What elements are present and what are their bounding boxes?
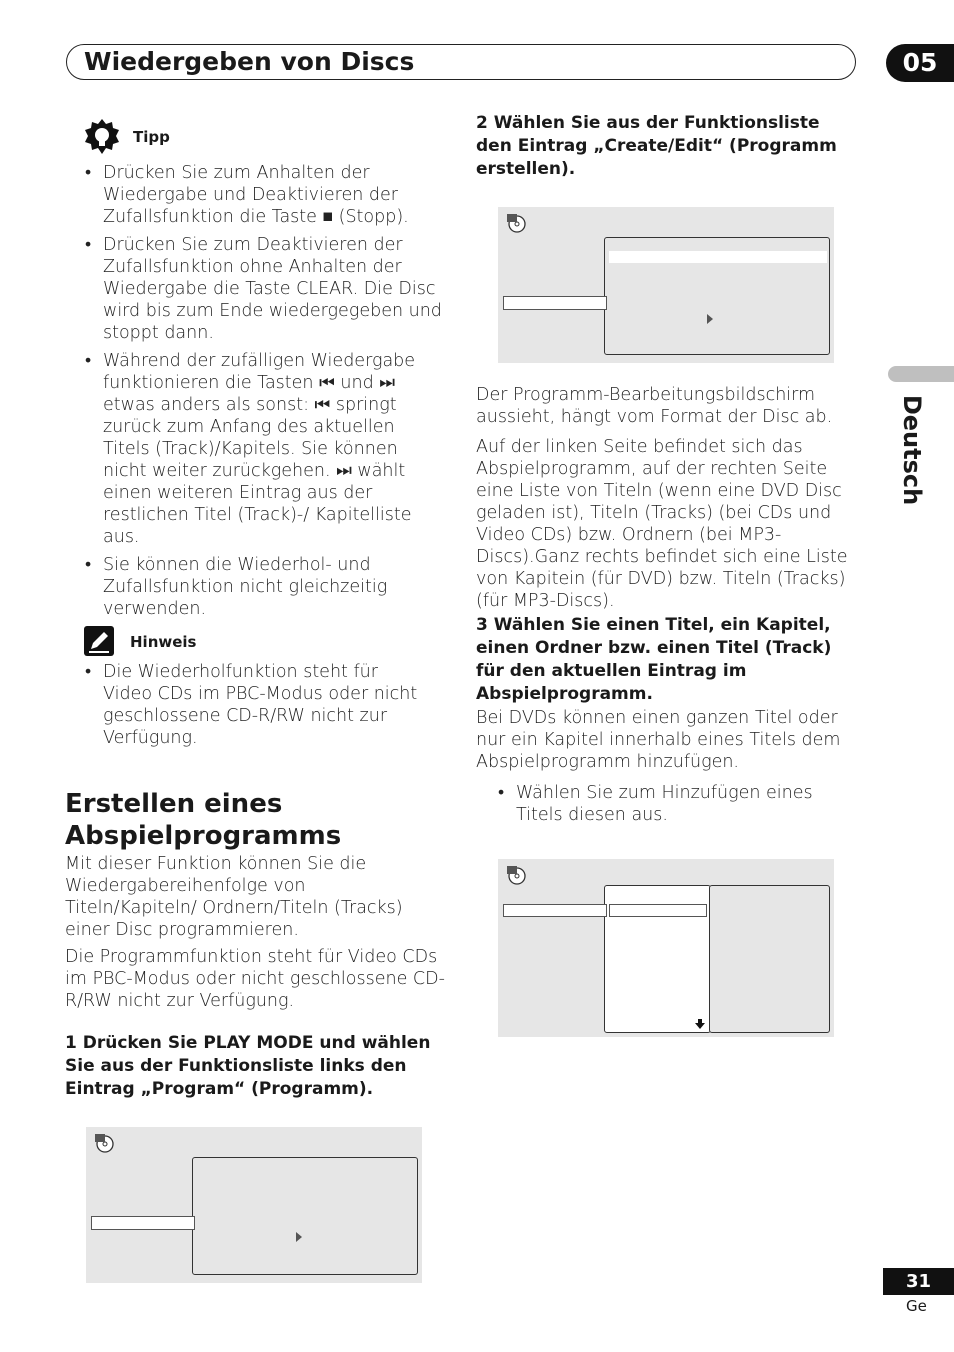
disc-icon (506, 865, 526, 885)
chapter-badge: 05 (886, 44, 954, 82)
menu-item-program[interactable] (91, 1216, 195, 1230)
tip-heading: Tipp (133, 128, 170, 146)
tip-bullet-2: • Drücken Sie zum Deaktivieren der Zufallsfunktion ohne Anhalten der Wiedergabe die Taste CLEAR. Die Disc wird bis zum Ende wiedergegeben und stoppt dann. (81, 234, 443, 344)
arrow-right-icon (706, 313, 714, 325)
language-tab (897, 394, 927, 506)
screen-program (86, 1127, 422, 1283)
screen-create-edit (498, 207, 834, 363)
disc-icon (94, 1133, 114, 1153)
note-list (81, 661, 426, 755)
menu-item-program[interactable] (503, 296, 607, 310)
page-title: Wiedergeben von Discs (84, 47, 415, 76)
right-para-3: Bei DVDs können einen ganzen Titel oder nur ein Kapitel innerhalb eines Titels dem Abspielprogramm hinzufügen. (476, 708, 841, 772)
tip-bullet-3: • Während der zufälligen Wiedergabe funktionieren die Tasten ⏮ und ⏭ etwas anders als sonst: ⏮ springt zurück zum Anfang des aktuellen Titels (Track)/Kapitels. Sie können nicht weiter zurückgehen. ⏭ wählt einen weiteren Eintrag aus der restlichen Titel (Track)-/ Kapitelliste aus. (81, 350, 443, 548)
arrow-right-icon (295, 1231, 303, 1243)
side-tab-marker (888, 366, 954, 382)
note-heading: Hinweis (130, 633, 197, 651)
right-list (494, 782, 856, 832)
step-3: 3 Wählen Sie einen Titel, ein Kapitel, einen Ordner bzw. einen Titel (Track) für den aktuellen Eintrag im Abspielprogramm. (476, 615, 832, 704)
note-icon (84, 626, 114, 660)
note-bullet-1: • Die Wiederholfunktion steht für Video CDs im PBC-Modus oder nicht geschlossene CD-R/RW nicht zur Verfügung. (81, 661, 426, 749)
step-1: 1 Drücken Sie PLAY MODE und wählen Sie aus der Funktionsliste links den Eintrag „Program“ (Programm). (65, 1033, 431, 1099)
step-2: 2 Wählen Sie aus der Funktionsliste den Eintrag „Create/Edit“ (Programm erstellen). (476, 113, 837, 179)
screen-select-title (498, 859, 834, 1037)
submenu-panel (192, 1157, 418, 1275)
page-number: 31 (883, 1268, 954, 1295)
right-bullet-1: • Wählen Sie zum Hinzufügen eines Titels diesen aus. (494, 782, 856, 826)
language-label: Deutsch (898, 394, 926, 506)
tip-icon (84, 118, 120, 160)
chapter-list-panel (709, 885, 830, 1033)
language-code: Ge (906, 1297, 927, 1315)
right-para-1: Der Programm-Bearbeitungsbildschirm aussieht, hängt vom Format der Disc ab. (476, 385, 833, 427)
disc-icon (506, 213, 526, 233)
tip-bullet-4: • Sie können die Wiederhol- und Zufallsfunktion nicht gleichzeitig verwenden. (81, 554, 443, 620)
right-para-2: Auf der linken Seite befindet sich das Abspielprogramm, auf der rechten Seite eine Liste von Titeln (wenn eine DVD Disc geladen ist), Titeln (Tracks) (bei CDs und Video CDs) bzw. Ordnern (bei MP3-Discs).Ganz rechts befindet sich eine Liste von Kapitein (für DVD) bzw. Titeln (Tracks) (für MP3-Discs). (476, 437, 848, 611)
arrow-down-icon (695, 1019, 705, 1029)
section-para-1: Mit dieser Funktion können Sie die Wiedergabereihenfolge von Titeln/Kapiteln/ Ordnern/Titeln (Tracks) einer Disc programmieren. (65, 854, 403, 940)
tip-bullet-1: • Drücken Sie zum Anhalten der Wiedergabe und Deaktivieren der Zufallsfunktion die Taste ■ (Stopp). (81, 162, 443, 228)
tip-list (81, 162, 443, 626)
menu-item-program[interactable] (503, 904, 607, 917)
section-title: Erstellen eines Abspielprogramms (65, 789, 342, 851)
menu-item-create-edit[interactable] (609, 251, 827, 263)
program-step-item[interactable] (609, 904, 707, 917)
section-para-2: Die Programmfunktion steht für Video CDs im PBC-Modus oder nicht geschlossene CD-R/RW nicht zur Verfügung. (65, 947, 445, 1011)
